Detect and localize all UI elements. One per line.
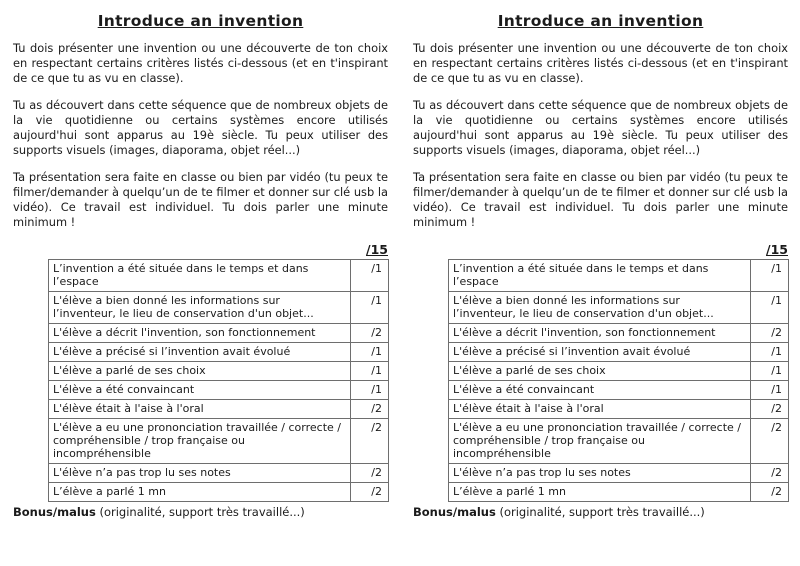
table-row (449, 343, 789, 362)
criterion-label: L'élève a précisé si l’invention avait évolué (449, 343, 751, 362)
table-row (49, 464, 389, 483)
criterion-label: L'élève a parlé de ses choix (49, 362, 351, 381)
criterion-label: L'élève a été convaincant (449, 381, 751, 400)
intro-paragraph-1: Tu dois présenter une invention ou une découverte de ton choix en respectant certains critères listés ci-dessous (et en t'inspirant de ce que tu as vu en classe). (13, 41, 388, 85)
criterion-points: /2 (751, 419, 789, 464)
criterion-points: /1 (751, 292, 789, 324)
table-row (449, 381, 789, 400)
table-row (449, 292, 789, 324)
criterion-label: L’élève a parlé 1 mn (49, 483, 351, 502)
criterion-label: L’invention a été située dans le temps et dans l’espace (49, 260, 351, 292)
table-row (49, 292, 389, 324)
criterion-label: L’invention a été située dans le temps et dans l’espace (449, 260, 751, 292)
bonus-note: (originalité, support très travaillé...) (495, 505, 705, 519)
criterion-label: L’élève a parlé 1 mn (449, 483, 751, 502)
bonus-label: Bonus/malus (413, 505, 496, 519)
criterion-label: L'élève a décrit l'invention, son fonctionnement (449, 324, 751, 343)
table-row (449, 362, 789, 381)
criterion-label: L'élève a eu une prononciation travaillée / correcte / compréhensible / trop française ou incompréhensible (449, 419, 751, 464)
criterion-points: /1 (751, 343, 789, 362)
criterion-points: /2 (751, 464, 789, 483)
table-row (449, 260, 789, 292)
criterion-label: L'élève était à l'aise à l'oral (449, 400, 751, 419)
criterion-points: /1 (351, 260, 389, 292)
page-title: Introduce an invention (497, 12, 704, 30)
criterion-points: /2 (351, 400, 389, 419)
table-row (449, 483, 789, 502)
page-title: Introduce an invention (97, 12, 304, 30)
table-row (449, 419, 789, 464)
table-row (449, 400, 789, 419)
rubric-table (448, 259, 789, 502)
bonus-label: Bonus/malus (13, 505, 96, 519)
criterion-points: /1 (751, 381, 789, 400)
criterion-label: L'élève n’a pas trop lu ses notes (449, 464, 751, 483)
criterion-points: /2 (351, 324, 389, 343)
criterion-label: L'élève a décrit l'invention, son fonctionnement (49, 324, 351, 343)
score-total: /15 (766, 242, 788, 257)
criterion-label: L'élève a parlé de ses choix (449, 362, 751, 381)
criterion-label: L'élève était à l'aise à l'oral (49, 400, 351, 419)
worksheet-copy (400, 0, 800, 566)
table-row (49, 324, 389, 343)
criterion-points: /1 (351, 292, 389, 324)
table-row (49, 381, 389, 400)
criterion-points: /2 (751, 324, 789, 343)
criterion-label: L'élève n’a pas trop lu ses notes (49, 464, 351, 483)
rubric-table (48, 259, 389, 502)
criterion-label: L'élève a précisé si l’invention avait évolué (49, 343, 351, 362)
criterion-points: /2 (751, 483, 789, 502)
intro-paragraph-1: Tu dois présenter une invention ou une découverte de ton choix en respectant certains critères listés ci-dessous (et en t'inspirant de ce que tu as vu en classe). (413, 41, 788, 85)
table-row (49, 483, 389, 502)
bonus-line (413, 505, 788, 519)
criterion-points: /1 (351, 362, 389, 381)
table-row (49, 260, 389, 292)
score-total: /15 (366, 242, 388, 257)
criterion-points: /1 (351, 381, 389, 400)
bonus-line (13, 505, 388, 519)
intro-paragraph-2: Tu as découvert dans cette séquence que de nombreux objets de la vie quotidienne ou certains systèmes encore utilisés aujourd'hui sont apparus au 19è siècle. Tu peux utiliser des supports visuels (images, diaporama, objet réel...) (413, 98, 788, 157)
criterion-points: /2 (351, 419, 389, 464)
table-row (49, 362, 389, 381)
table-row (49, 343, 389, 362)
table-row (449, 324, 789, 343)
criterion-points: /1 (351, 343, 389, 362)
table-row (49, 419, 389, 464)
criterion-label: L'élève a eu une prononciation travaillée / correcte / compréhensible / trop française ou incompréhensible (49, 419, 351, 464)
table-row (449, 464, 789, 483)
criterion-points: /2 (751, 400, 789, 419)
bonus-note: (originalité, support très travaillé...) (95, 505, 305, 519)
criterion-label: L'élève a bien donné les informations sur l’inventeur, le lieu de conservation d'un objet... (449, 292, 751, 324)
criterion-label: L'élève a été convaincant (49, 381, 351, 400)
table-row (49, 400, 389, 419)
intro-paragraph-3: Ta présentation sera faite en classe ou bien par vidéo (tu peux te filmer/demander à quelqu’un de te filmer et donner sur clé usb la vidéo). Ce travail est individuel. Tu dois parler une minute minimum ! (413, 170, 788, 229)
criterion-points: /2 (351, 464, 389, 483)
criterion-points: /1 (751, 260, 789, 292)
criterion-points: /2 (351, 483, 389, 502)
criterion-points: /1 (751, 362, 789, 381)
intro-paragraph-3: Ta présentation sera faite en classe ou bien par vidéo (tu peux te filmer/demander à quelqu’un de te filmer et donner sur clé usb la vidéo). Ce travail est individuel. Tu dois parler une minute minimum ! (13, 170, 388, 229)
intro-paragraph-2: Tu as découvert dans cette séquence que de nombreux objets de la vie quotidienne ou certains systèmes encore utilisés aujourd'hui sont apparus au 19è siècle. Tu peux utiliser des supports visuels (images, diaporama, objet réel...) (13, 98, 388, 157)
criterion-label: L'élève a bien donné les informations sur l’inventeur, le lieu de conservation d'un objet... (49, 292, 351, 324)
